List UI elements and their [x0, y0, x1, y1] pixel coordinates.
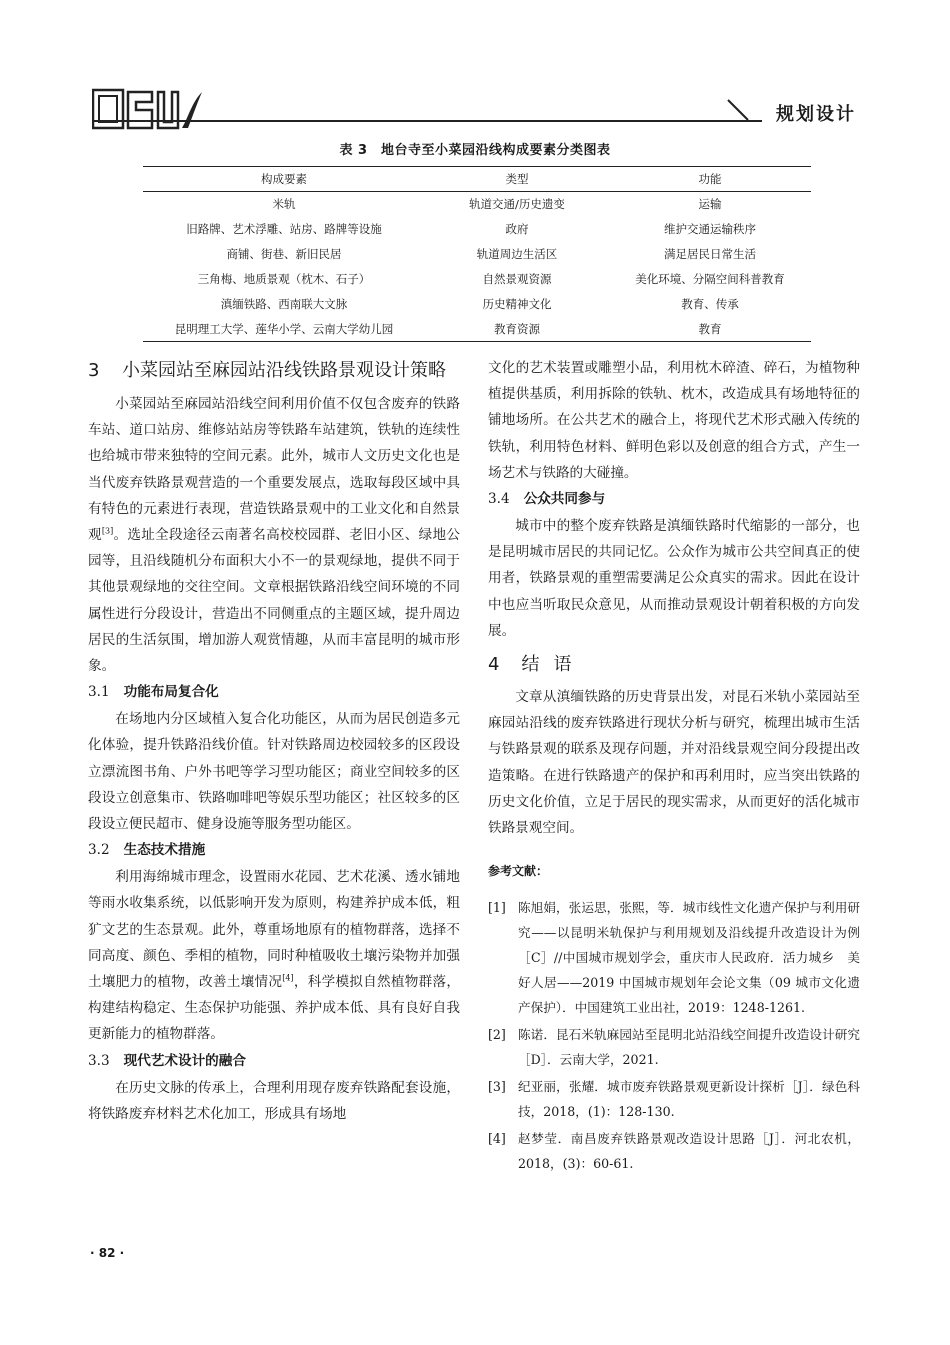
table-cell: 商铺、街巷、新旧民居	[226, 247, 342, 261]
paragraph: 在场地内分区域植入复合化功能区，从而为居民创造多元化体验，提升铁路沿线价值。针对铁路周边校园较多的区段设立漂流图书角、户外书吧等学习型功能区；商业空间较多的区段设立创意集市、铁路咖啡吧等娱乐型功能区；社区较多的区段设立便民超市、健身设施等服务型功能区。	[88, 711, 460, 833]
tag-divider-icon	[726, 96, 756, 124]
table-cell: 米轨	[272, 197, 296, 212]
references-heading: 参考文献：	[488, 864, 549, 879]
subsection-title: 功能布局复合化	[123, 684, 219, 701]
subsection-heading-3-4	[488, 487, 860, 512]
table-row	[143, 217, 811, 242]
paragraph-text: 利用海绵城市理念，设置雨水花园、艺术花溪、透水铺地等雨水收集系统，以低影响开发为原则，构建养护成本低，粗犷文艺的生态景观。此外，尊重场地原有的植物群落，选择不同高度、颜色、季相的植物，同时种植吸收土壤污染物并加强土壤肥力的植物，改善土壤情况	[88, 869, 460, 991]
table-cell: 历史精神文化	[482, 297, 552, 311]
paragraph: 文章从滇缅铁路的历史背景出发，对昆石米轨小菜园站至麻园站沿线的废弃铁路进行现状分析与研究，梳理出城市生活与铁路景观的联系及现存问题，并对沿线景观空间分段提出改造策略。在进行铁路遗产的保护和再利用时，应当突出铁路的历史文化价值，立足于居民的现实需求，从而更好的活化城市铁路景观空间。	[488, 689, 860, 837]
table-cell: 三角梅、地质景观（枕木、石子）	[197, 272, 371, 286]
table-cell: 自然景观资源	[482, 272, 552, 286]
reference-text: 陈旭娟，张运思，张熙，等．城市线性文化遗产保护与利用研究——以昆明米轨保护与利用规划及沿线提升改造设计为例［C］//中国城市规划学会，重庆市人民政府．活力城乡 美好人居——2019 中国城市规划年会论文集（09 城市文化遗产保护）．中国建筑工业出社，2019：1248-1261.	[518, 900, 860, 1016]
reference-number: [3]	[488, 1079, 506, 1095]
table-cell: 教育	[698, 321, 722, 336]
paragraph: 在历史文脉的传承上，合理利用现存废弃铁路配套设施，将铁路废弃材料艺术化加工，形成具有场地	[88, 1079, 460, 1122]
reference-item	[488, 1126, 860, 1176]
paragraph	[88, 864, 460, 1047]
section-heading-4	[488, 650, 860, 680]
paragraph: 文化的艺术装置或雕塑小品，利用枕木碎渣、碎石，为植物种植提供基质，利用拆除的铁轨、枕木，改造成具有场地特征的铺地场所。在公共艺术的融合上，将现代艺术形式融入传统的铁轨，利用特色材料、鲜明色彩以及创意的组合方式，产生一场艺术与铁路的大碰撞。	[488, 360, 860, 481]
paragraph	[88, 391, 460, 679]
table-cell: 滇缅铁路、西南联大文脉	[220, 297, 348, 311]
table-cell: 运输	[698, 197, 722, 212]
table-row	[143, 292, 811, 317]
reference-number: [2]	[488, 1027, 506, 1043]
reference-text: 陈诺．昆石米轨麻园站至昆明北站沿线空间提升改造设计研究［D］．云南大学，2021.	[518, 1027, 860, 1068]
citation-mark: [3]	[101, 526, 114, 536]
reference-item	[488, 895, 860, 1020]
table-cell: 轨道周边生活区	[476, 247, 558, 261]
table-cell: 教育资源	[494, 321, 540, 336]
subsection-heading-3-3	[88, 1049, 460, 1074]
paragraph-text: 小菜园站至麻园站沿线空间利用价值不仅包含废弃的铁路车站、道口站房、维修站站房等铁路车站建筑，铁轨的连续性也给城市带来独特的空间元素。此外，城市人文历史文化也是当代废弃铁路景观营造的一个重要发展点，选取每段区域中具有特色的元素进行表现，营造铁路景观中的工业文化和自然景观	[88, 396, 460, 544]
table-cell: 维护交通运输秩序	[664, 222, 756, 236]
journal-logo	[92, 88, 204, 130]
page-number: · 82 ·	[90, 1246, 125, 1260]
paragraph-text: 。选址全段途径云南著名高校校园群、老旧小区、绿地公园等，且沿线随机分布面积大小不一的景观绿地，提供不同于其他景观绿地的交往空间。文章根据铁路沿线空间环境的不同属性进行分段设计，营造出不同侧重点的主题区域，提升周边居民的生活氛围，增加游人观赏情趣，从而丰富昆明的城市形象。	[88, 527, 461, 675]
subsection-title: 现代艺术设计的融合	[123, 1052, 246, 1069]
subsection-title: 生态技术措施	[123, 842, 206, 859]
table-cell: 教育、传承	[681, 297, 739, 311]
reference-number: [4]	[488, 1131, 506, 1147]
left-column	[88, 355, 460, 1127]
table-cell: 美化环境、分隔空间科普教育	[635, 272, 785, 286]
subsection-heading-3-1	[88, 680, 460, 705]
table-cell: 轨道交通/历史遗变	[469, 197, 565, 212]
reference-text: 赵梦莹．南昌废弃铁路景观改造设计思路［J］．河北农机，2018，(3)：60-61.	[518, 1131, 860, 1172]
table-row	[143, 242, 811, 267]
subsection-number: 3.2	[88, 842, 110, 859]
table-row	[143, 192, 811, 217]
citation-mark: [4]	[282, 973, 294, 983]
subsection-number: 3.3	[88, 1052, 110, 1069]
reference-item	[488, 1074, 860, 1124]
reference-text: 纪亚丽，张耀．城市废弃铁路景观更新设计探析［J］．绿色科技，2018，(1)：128-130.	[518, 1079, 860, 1120]
table-row	[143, 267, 811, 292]
table-cell: 旧路牌、艺术浮雕、站房、路牌等设施	[186, 222, 382, 236]
right-column	[488, 355, 860, 1178]
section-title: 小菜园站至麻园站沿线铁路景观设计策略	[122, 360, 446, 381]
section-number: 4	[488, 654, 500, 676]
table-header-cell: 构成要素	[261, 172, 307, 186]
table-cell: 昆明理工大学、莲华小学、云南大学幼儿园	[174, 321, 394, 336]
table-header-row	[143, 167, 811, 192]
table-header-cell: 功能	[698, 172, 722, 186]
subsection-number: 3.1	[88, 684, 110, 701]
table-cell: 政府	[505, 222, 529, 236]
table-title: 表 3 地台寺至小菜园沿线构成要素分类图表	[339, 143, 611, 158]
subsection-number: 3.4	[488, 491, 510, 508]
section-heading-3	[88, 357, 460, 385]
reference-number: [1]	[488, 900, 506, 916]
table-cell: 满足居民日常生活	[664, 247, 756, 261]
subsection-title: 公众共同参与	[523, 491, 606, 508]
reference-item	[488, 1022, 860, 1072]
paragraph-text: ，科学模拟自然植物群落，构建结构稳定、生态保护功能强、养护成本低、具有良好自我更新能力的植物群落。	[88, 974, 461, 1043]
paragraph: 城市中的整个废弃铁路是滇缅铁路时代缩影的一部分，也是昆明城市居民的共同记忆。公众作为城市公共空间真正的使用者，铁路景观的重塑需要满足公众真实的需求。因此在设计中也应当听取民众意见，从而推动景观设计朝着积极的方向发展。	[488, 518, 860, 639]
section-number: 3	[88, 360, 100, 381]
subsection-heading-3-2	[88, 838, 460, 863]
section-tag: 规划设计	[762, 100, 862, 126]
components-table	[143, 166, 811, 342]
section-title: 结语	[521, 654, 586, 676]
table-header-cell: 类型	[505, 172, 529, 186]
table-row	[143, 317, 811, 342]
